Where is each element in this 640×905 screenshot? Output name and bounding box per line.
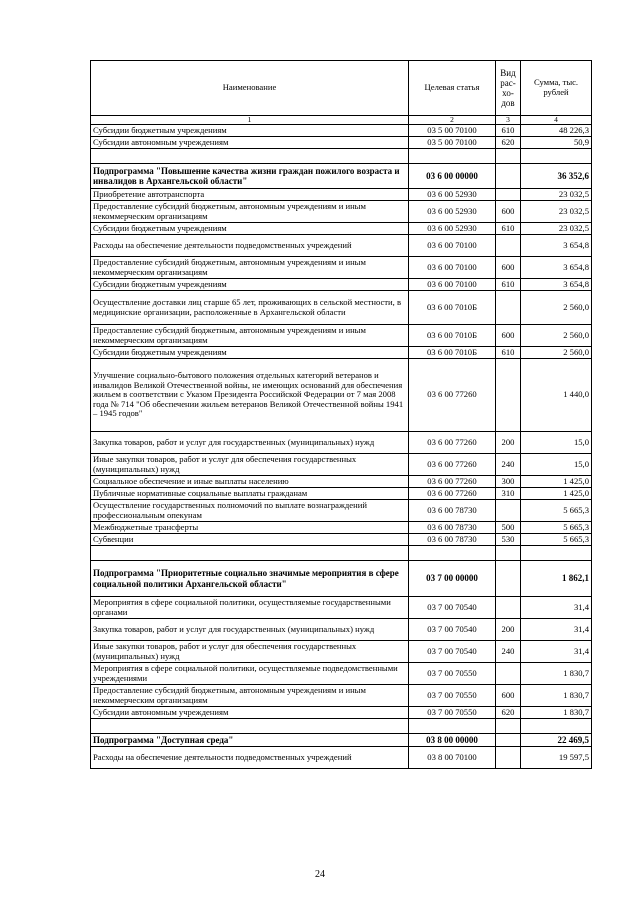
code-cell: 03 6 00 77260 [409,454,496,476]
table-row [91,201,592,223]
sum-cell: 2 560,0 [521,291,592,325]
name-cell: Закупка товаров, работ и услуг для государственных (муниципальных) нужд [91,619,409,641]
sum-cell: 23 032,5 [521,201,592,223]
name-cell: Публичные нормативные социальные выплаты гражданам [91,488,409,500]
column-number: 1 [91,116,409,125]
vid-cell [496,734,521,747]
code-cell: 03 6 00 00000 [409,164,496,189]
code-cell: 03 6 00 77260 [409,476,496,488]
sum-cell: 1 440,0 [521,359,592,432]
spacer-cell [91,546,409,561]
header-name: Наименование [91,61,409,116]
spacer-cell [521,149,592,164]
vid-cell: 600 [496,685,521,707]
name-cell: Осуществление доставки лиц старше 65 лет, проживающих в сельской местности, в медицинские организации, расположенные в Архангельской области [91,291,409,325]
name-cell: Субвенции [91,534,409,546]
code-cell: 03 7 00 70550 [409,663,496,685]
spacer-cell [91,149,409,164]
vid-cell: 240 [496,641,521,663]
code-cell: 03 6 00 78730 [409,534,496,546]
name-cell: Подпрограмма "Доступная среда" [91,734,409,747]
name-cell: Мероприятия в сфере социальной политики, осуществляемые подведомственными учреждениями [91,663,409,685]
vid-cell: 300 [496,476,521,488]
sum-cell: 3 654,8 [521,235,592,257]
table-row [91,432,592,454]
sum-cell: 23 032,5 [521,189,592,201]
sum-cell: 1 830,7 [521,663,592,685]
code-cell: 03 7 00 00000 [409,561,496,597]
subprogram-row [91,561,592,597]
name-cell: Расходы на обеспечение деятельности подведомственных учреждений [91,235,409,257]
vid-cell [496,164,521,189]
code-cell: 03 6 00 7010Б [409,347,496,359]
name-cell: Осуществление государственных полномочий по выплате вознаграждений профессиональным опекунам [91,500,409,522]
sum-cell: 36 352,6 [521,164,592,189]
table-row [91,347,592,359]
vid-cell [496,561,521,597]
vid-cell: 200 [496,432,521,454]
table-row [91,125,592,137]
code-cell: 03 6 00 52930 [409,223,496,235]
vid-cell: 620 [496,137,521,149]
code-cell: 03 6 00 77260 [409,432,496,454]
table-row [91,325,592,347]
vid-cell [496,359,521,432]
name-cell: Межбюджетные трансферты [91,522,409,534]
code-cell: 03 6 00 77260 [409,488,496,500]
table-header-row [91,61,592,116]
sum-cell: 1 830,7 [521,685,592,707]
sum-cell: 31,4 [521,597,592,619]
code-cell: 03 7 00 70550 [409,685,496,707]
header-sum: Сумма, тыс. рублей [521,61,592,116]
spacer-row [91,546,592,561]
code-cell: 03 5 00 70100 [409,125,496,137]
name-cell: Субсидии автономным учреждениям [91,137,409,149]
table-row [91,454,592,476]
subprogram-row [91,164,592,189]
code-cell: 03 7 00 70540 [409,597,496,619]
sum-cell: 3 654,8 [521,279,592,291]
vid-cell: 240 [496,454,521,476]
vid-cell: 600 [496,257,521,279]
vid-cell [496,747,521,769]
vid-cell [496,189,521,201]
code-cell: 03 5 00 70100 [409,137,496,149]
sum-cell: 19 597,5 [521,747,592,769]
table-row [91,707,592,719]
name-cell: Субсидии бюджетным учреждениям [91,223,409,235]
sum-cell: 5 665,3 [521,522,592,534]
vid-cell: 610 [496,125,521,137]
vid-cell [496,500,521,522]
table-row [91,223,592,235]
table-row [91,476,592,488]
sum-cell: 1 862,1 [521,561,592,597]
name-cell: Расходы на обеспечение деятельности подведомственных учреждений [91,747,409,769]
page-number: 24 [315,869,325,880]
header-article: Целевая статья [409,61,496,116]
sum-cell: 15,0 [521,454,592,476]
table-row [91,235,592,257]
sum-cell: 31,4 [521,619,592,641]
code-cell: 03 6 00 52930 [409,189,496,201]
name-cell: Закупка товаров, работ и услуг для государственных (муниципальных) нужд [91,432,409,454]
code-cell: 03 6 00 7010Б [409,325,496,347]
spacer-cell [496,546,521,561]
vid-cell: 600 [496,201,521,223]
vid-cell: 610 [496,223,521,235]
table-row [91,619,592,641]
budget-table [90,60,592,769]
table-row [91,359,592,432]
code-cell: 03 6 00 70100 [409,279,496,291]
vid-cell: 530 [496,534,521,546]
table-row [91,663,592,685]
name-cell: Субсидии бюджетным учреждениям [91,347,409,359]
code-cell: 03 6 00 70100 [409,257,496,279]
name-cell: Улучшение социально-бытового положения отдельных категорий ветеранов и инвалидов Великой Отечественной войны, не имеющих оснований для обеспечения жильем в соответствии с Указом Президента Российской Федерации от 7 мая 2008 года № 714 "Об обеспечении жильем ветеранов Великой Отечественной войны 1941 – 1945 годов" [91,359,409,432]
spacer-row [91,719,592,734]
table-row [91,291,592,325]
vid-cell: 610 [496,279,521,291]
vid-cell: 620 [496,707,521,719]
vid-cell [496,597,521,619]
name-cell: Подпрограмма "Повышение качества жизни граждан пожилого возраста и инвалидов в Архангельской области" [91,164,409,189]
vid-cell: 500 [496,522,521,534]
vid-cell: 200 [496,619,521,641]
name-cell: Подпрограмма "Приоритетные социально значимые мероприятия в сфере социальной политики Архангельской области" [91,561,409,597]
code-cell: 03 7 00 70550 [409,707,496,719]
name-cell: Предоставление субсидий бюджетным, автономным учреждениям и иным некоммерческим организациям [91,257,409,279]
code-cell: 03 6 00 52930 [409,201,496,223]
sum-cell: 5 665,3 [521,500,592,522]
name-cell: Мероприятия в сфере социальной политики, осуществляемые государственными органами [91,597,409,619]
table-row [91,257,592,279]
spacer-cell [409,546,496,561]
sum-cell: 23 032,5 [521,223,592,235]
code-cell: 03 7 00 70540 [409,641,496,663]
vid-cell [496,235,521,257]
spacer-cell [409,719,496,734]
spacer-cell [521,719,592,734]
sum-cell: 2 560,0 [521,325,592,347]
table-row [91,685,592,707]
spacer-cell [496,719,521,734]
table-row [91,522,592,534]
code-cell: 03 7 00 70540 [409,619,496,641]
table-row [91,747,592,769]
table-row [91,641,592,663]
sum-cell: 1 830,7 [521,707,592,719]
name-cell: Иные закупки товаров, работ и услуг для обеспечения государственных (муниципальных) нужд [91,641,409,663]
sum-cell: 2 560,0 [521,347,592,359]
name-cell: Иные закупки товаров, работ и услуг для обеспечения государственных (муниципальных) нужд [91,454,409,476]
column-number: 4 [521,116,592,125]
code-cell: 03 8 00 00000 [409,734,496,747]
spacer-cell [521,546,592,561]
vid-cell: 610 [496,347,521,359]
spacer-cell [496,149,521,164]
code-cell: 03 8 00 70100 [409,747,496,769]
table-row [91,189,592,201]
table-row [91,534,592,546]
vid-cell [496,663,521,685]
name-cell: Предоставление субсидий бюджетным, автономным учреждениям и иным некоммерческим организациям [91,201,409,223]
name-cell: Предоставление субсидий бюджетным, автономным учреждениям и иным некоммерческим организациям [91,325,409,347]
name-cell: Предоставление субсидий бюджетным, автономным учреждениям и иным некоммерческим организациям [91,685,409,707]
sum-cell: 15,0 [521,432,592,454]
code-cell: 03 6 00 77260 [409,359,496,432]
spacer-cell [409,149,496,164]
vid-cell [496,291,521,325]
spacer-cell [91,719,409,734]
sum-cell: 3 654,8 [521,257,592,279]
code-cell: 03 6 00 78730 [409,500,496,522]
sum-cell: 50,9 [521,137,592,149]
vid-cell: 310 [496,488,521,500]
name-cell: Субсидии бюджетным учреждениям [91,125,409,137]
name-cell: Социальное обеспечение и иные выплаты населению [91,476,409,488]
code-cell: 03 6 00 78730 [409,522,496,534]
column-number: 3 [496,116,521,125]
table-row [91,500,592,522]
sum-cell: 48 226,3 [521,125,592,137]
header-vid: Вид рас-хо-дов [496,61,521,116]
subprogram-row [91,734,592,747]
sum-cell: 31,4 [521,641,592,663]
name-cell: Приобретение автотранспорта [91,189,409,201]
sum-cell: 22 469,5 [521,734,592,747]
code-cell: 03 6 00 70100 [409,235,496,257]
name-cell: Субсидии бюджетным учреждениям [91,279,409,291]
sum-cell: 1 425,0 [521,488,592,500]
table-row [91,488,592,500]
table-body [91,125,592,769]
sum-cell: 5 665,3 [521,534,592,546]
spacer-row [91,149,592,164]
column-number: 2 [409,116,496,125]
vid-cell: 600 [496,325,521,347]
table-row [91,279,592,291]
sum-cell: 1 425,0 [521,476,592,488]
table-row [91,137,592,149]
code-cell: 03 6 00 7010Б [409,291,496,325]
table-row [91,597,592,619]
name-cell: Субсидии автономным учреждениям [91,707,409,719]
column-number-row [91,116,592,125]
